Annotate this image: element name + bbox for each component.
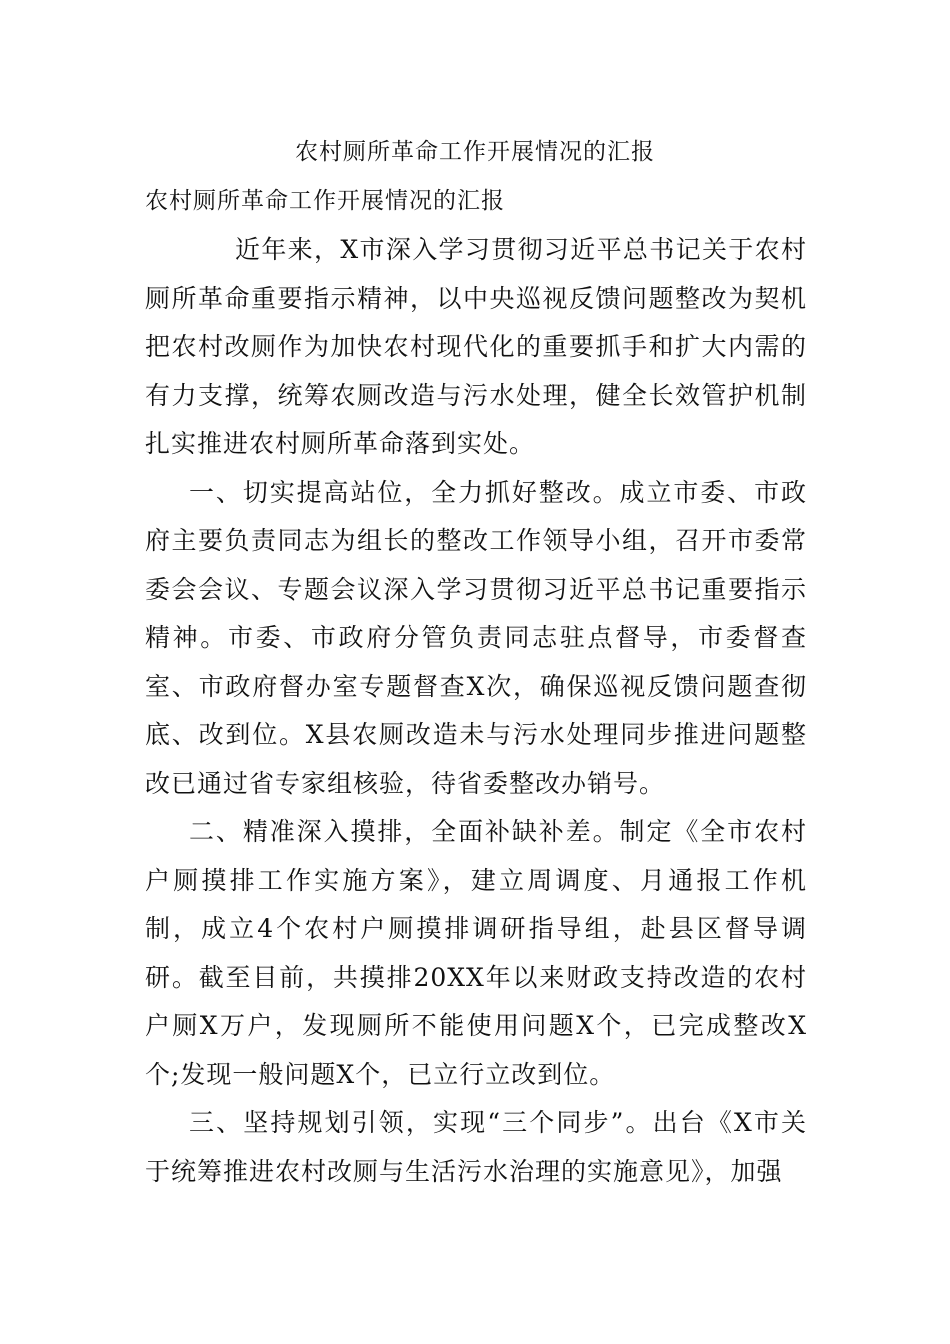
paragraph-section-1: 一、切实提高站位，全力抓好整改。成立市委、市政府主要负责同志为组长的整改工作领导小组，召开市委常委会会议、专题会议深入学习贯彻习近平总书记重要指示精神。市委、市政府分管负责同志驻点督导，市委督查室、市政府督办室专题督查X次，确保巡视反馈问题查彻底、改到位。X县农厕改造未与污水处理同步推进问题整改已通过省专家组核验，待省委整改办销号。 — [145, 477, 807, 798]
document-body — [145, 226, 807, 1196]
paragraph-section-3: 三、坚持规划引领，实现“三个同步”。出台《X市关于统筹推进农村改厕与生活污水治理的实施意见》，加强 — [145, 1108, 807, 1186]
document-title: 农村厕所革命工作开展情况的汇报 — [295, 139, 655, 165]
paragraph-section-2: 二、精准深入摸排，全面补缺补差。制定《全市农村户厕摸排工作实施方案》，建立周调度、月通报工作机制，成立4个农村户厕摸排调研指导组，赴县区督导调研。截至目前，共摸排20XX年以来财政支持改造的农村户厕X万户，发现厕所不能使用问题X个，已完成整改X个;发现一般问题X个，已立行立改到位。 — [145, 817, 807, 1089]
document-subtitle: 农村厕所革命工作开展情况的汇报 — [145, 188, 505, 214]
paragraph-intro: 近年来，X市深入学习贯彻习近平总书记关于农村厕所革命重要指示精神，以中央巡视反馈问题整改为契机把农村改厕作为加快农村现代化的重要抓手和扩大内需的有力支撑，统筹农厕改造与污水处理，健全长效管护机制扎实推进农村厕所革命落到实处。 — [145, 235, 807, 458]
